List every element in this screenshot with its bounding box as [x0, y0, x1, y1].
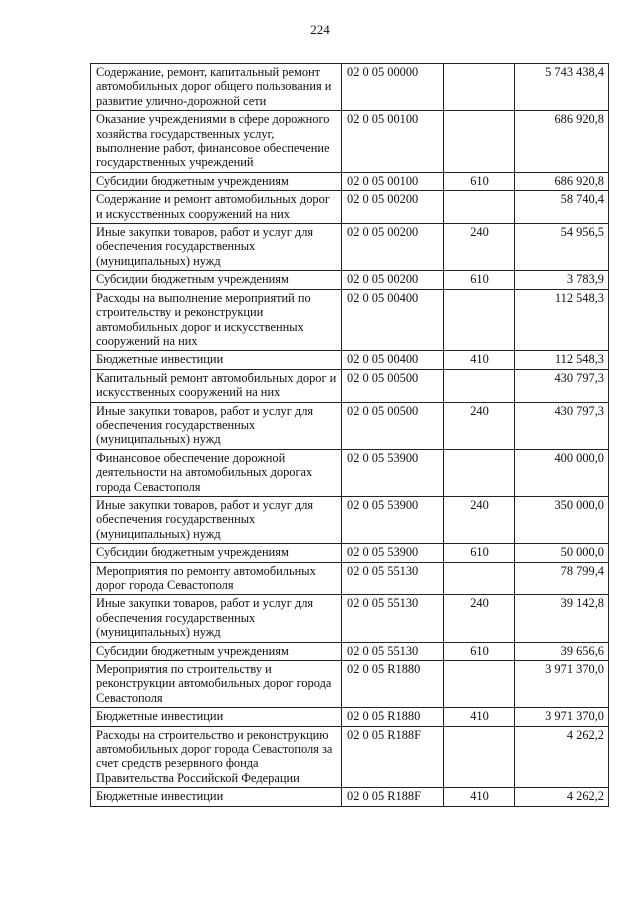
row-name-cell: Иные закупки товаров, работ и услуг для обеспечения государственных (муниципальных) нужд: [91, 402, 342, 449]
row-type-cell: 240: [444, 496, 515, 543]
budget-table: [90, 63, 609, 807]
row-code-cell: 02 0 05 00000: [342, 64, 444, 111]
row-sum-cell: 112 548,3: [515, 289, 609, 351]
row-sum-cell: 3 971 370,0: [515, 708, 609, 726]
table-row: [91, 562, 609, 595]
row-sum-cell: 4 262,2: [515, 788, 609, 806]
row-code-cell: 02 0 05 55130: [342, 595, 444, 642]
table-row: [91, 449, 609, 496]
row-sum-cell: 5 743 438,4: [515, 64, 609, 111]
row-name-cell: Мероприятия по строительству и реконструкции автомобильных дорог города Севастополя: [91, 661, 342, 708]
row-sum-cell: 50 000,0: [515, 544, 609, 562]
row-type-cell: [444, 449, 515, 496]
table-row: [91, 496, 609, 543]
row-name-cell: Бюджетные инвестиции: [91, 351, 342, 369]
row-code-cell: 02 0 05 00400: [342, 289, 444, 351]
row-code-cell: 02 0 05 00400: [342, 351, 444, 369]
row-sum-cell: 39 142,8: [515, 595, 609, 642]
table-row: [91, 64, 609, 111]
row-name-cell: Мероприятия по ремонту автомобильных дорог города Севастополя: [91, 562, 342, 595]
row-sum-cell: 430 797,3: [515, 369, 609, 402]
row-sum-cell: 54 956,5: [515, 224, 609, 271]
row-code-cell: 02 0 05 55130: [342, 562, 444, 595]
row-type-cell: 410: [444, 708, 515, 726]
row-type-cell: 610: [444, 544, 515, 562]
row-type-cell: 240: [444, 224, 515, 271]
row-code-cell: 02 0 05 R1880: [342, 708, 444, 726]
table-row: [91, 369, 609, 402]
table-row: [91, 111, 609, 173]
row-sum-cell: 686 920,8: [515, 172, 609, 190]
row-name-cell: Иные закупки товаров, работ и услуг для обеспечения государственных (муниципальных) нужд: [91, 224, 342, 271]
table-row: [91, 289, 609, 351]
row-type-cell: 610: [444, 642, 515, 660]
row-name-cell: Бюджетные инвестиции: [91, 708, 342, 726]
table-row: [91, 595, 609, 642]
row-code-cell: 02 0 05 00200: [342, 224, 444, 271]
row-code-cell: 02 0 05 53900: [342, 544, 444, 562]
row-name-cell: Содержание, ремонт, капитальный ремонт автомобильных дорог общего пользования и развитие улично-дорожной сети: [91, 64, 342, 111]
row-sum-cell: 58 740,4: [515, 191, 609, 224]
row-type-cell: [444, 369, 515, 402]
row-code-cell: 02 0 05 00500: [342, 402, 444, 449]
table-row: [91, 642, 609, 660]
row-sum-cell: 4 262,2: [515, 726, 609, 788]
row-sum-cell: 400 000,0: [515, 449, 609, 496]
row-type-cell: [444, 661, 515, 708]
row-code-cell: 02 0 05 R188F: [342, 726, 444, 788]
row-code-cell: 02 0 05 00100: [342, 111, 444, 173]
row-type-cell: [444, 726, 515, 788]
row-name-cell: Капитальный ремонт автомобильных дорог и искусственных сооружений на них: [91, 369, 342, 402]
row-name-cell: Иные закупки товаров, работ и услуг для обеспечения государственных (муниципальных) нужд: [91, 595, 342, 642]
row-type-cell: [444, 191, 515, 224]
page-number: 224: [310, 22, 330, 37]
row-name-cell: Бюджетные инвестиции: [91, 788, 342, 806]
row-sum-cell: 78 799,4: [515, 562, 609, 595]
row-name-cell: Финансовое обеспечение дорожной деятельности на автомобильных дорогах города Севастополя: [91, 449, 342, 496]
table-row: [91, 172, 609, 190]
row-sum-cell: 39 656,6: [515, 642, 609, 660]
table-row: [91, 402, 609, 449]
row-name-cell: Субсидии бюджетным учреждениям: [91, 642, 342, 660]
row-name-cell: Расходы на выполнение мероприятий по строительству и реконструкции автомобильных дорог и искусственных сооружений на них: [91, 289, 342, 351]
row-code-cell: 02 0 05 00100: [342, 172, 444, 190]
table-row: [91, 661, 609, 708]
row-type-cell: 610: [444, 271, 515, 289]
row-code-cell: 02 0 05 53900: [342, 449, 444, 496]
table-row: [91, 708, 609, 726]
row-sum-cell: 350 000,0: [515, 496, 609, 543]
row-name-cell: Субсидии бюджетным учреждениям: [91, 544, 342, 562]
table-row: [91, 788, 609, 806]
row-type-cell: [444, 64, 515, 111]
row-name-cell: Содержание и ремонт автомобильных дорог и искусственных сооружений на них: [91, 191, 342, 224]
table-row: [91, 726, 609, 788]
table-row: [91, 191, 609, 224]
row-type-cell: 410: [444, 351, 515, 369]
table-body: [91, 64, 609, 807]
row-code-cell: 02 0 05 00200: [342, 191, 444, 224]
row-sum-cell: 3 971 370,0: [515, 661, 609, 708]
row-name-cell: Расходы на строительство и реконструкцию автомобильных дорог города Севастополя за счет средств резервного фонда Правительства Российской Федерации: [91, 726, 342, 788]
row-type-cell: 240: [444, 402, 515, 449]
row-name-cell: Оказание учреждениями в сфере дорожного хозяйства государственных услуг, выполнение работ, финансовое обеспечение государственных учреждений: [91, 111, 342, 173]
row-type-cell: 610: [444, 172, 515, 190]
row-name-cell: Иные закупки товаров, работ и услуг для обеспечения государственных (муниципальных) нужд: [91, 496, 342, 543]
row-type-cell: [444, 111, 515, 173]
row-code-cell: 02 0 05 R188F: [342, 788, 444, 806]
row-name-cell: Субсидии бюджетным учреждениям: [91, 271, 342, 289]
table-row: [91, 351, 609, 369]
row-sum-cell: 686 920,8: [515, 111, 609, 173]
row-sum-cell: 430 797,3: [515, 402, 609, 449]
row-code-cell: 02 0 05 R1880: [342, 661, 444, 708]
row-type-cell: 240: [444, 595, 515, 642]
table-row: [91, 224, 609, 271]
row-code-cell: 02 0 05 00500: [342, 369, 444, 402]
row-code-cell: 02 0 05 55130: [342, 642, 444, 660]
row-code-cell: 02 0 05 00200: [342, 271, 444, 289]
row-sum-cell: 112 548,3: [515, 351, 609, 369]
row-type-cell: 410: [444, 788, 515, 806]
row-sum-cell: 3 783,9: [515, 271, 609, 289]
row-type-cell: [444, 289, 515, 351]
table-row: [91, 271, 609, 289]
table-row: [91, 544, 609, 562]
row-type-cell: [444, 562, 515, 595]
row-name-cell: Субсидии бюджетным учреждениям: [91, 172, 342, 190]
row-code-cell: 02 0 05 53900: [342, 496, 444, 543]
